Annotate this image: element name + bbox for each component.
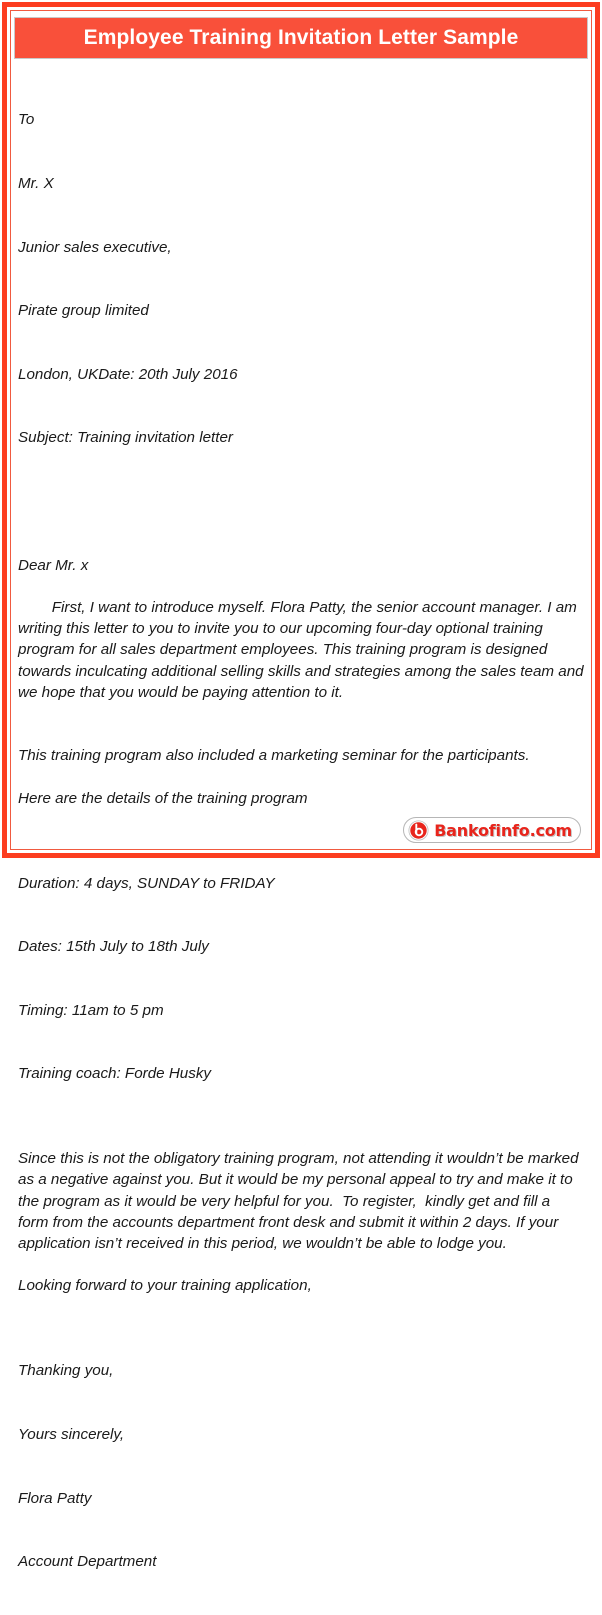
detail-item: Duration: 4 days, SUNDAY to FRIDAY [18, 874, 275, 892]
address-line: London, UKDate: 20th July 2016 [18, 365, 238, 383]
watermark-text: Bankofinfo.com [434, 820, 572, 840]
detail-item: Timing: 11am to 5 pm [18, 1001, 164, 1019]
signoff-line: Thanking you, [18, 1362, 114, 1380]
document-title-bar [14, 17, 588, 59]
document-content [11, 11, 591, 1571]
signoff-block [18, 1318, 584, 1615]
seminar-paragraph: This training program also included a marketing seminar for the participants. [18, 747, 530, 765]
b-circle-logo-icon [408, 820, 429, 841]
address-block [18, 67, 584, 491]
closing-line: Looking forward to your training application, [18, 1277, 312, 1295]
obligation-paragraph: Since this is not the obligatory training program, not attending it wouldn’t be marked as a negative against you. But it would be my personal appeal to try and make it to the program as it would be very helpful for you. To register, kindly get and fill a form from the accounts department front desk and submit it within 2 days. If your application isn’t received in this period, we wouldn’t be able to lodge you. [18, 1150, 583, 1253]
salutation-and-intro [18, 512, 588, 724]
page-title: Employee Training Invitation Letter Sample [83, 26, 519, 49]
address-line: Mr. X [18, 175, 54, 193]
signoff-line: Yours sincerely, [18, 1425, 125, 1443]
training-details-list [18, 830, 584, 1127]
address-line: Subject: Training invitation letter [18, 429, 233, 447]
detail-item: Dates: 15th July to 18th July [18, 938, 209, 956]
sender-name: Flora Patty [18, 1489, 92, 1507]
address-line: Junior sales executive, [18, 238, 172, 256]
watermark-logo [403, 817, 581, 843]
address-line: Pirate group limited [18, 302, 149, 320]
detail-item: Training coach: Forde Husky [18, 1065, 212, 1083]
intro-paragraph: First, I want to introduce myself. Flora Patty, the senior account manager. I am writing this letter to you to invite you to our upcoming four-day optional training program for all sales department employees. This training program is designed towards inculcating additional selling skills and strategies among the sales team and we hope that you would be paying attention to it. [18, 599, 588, 701]
address-line: To [18, 111, 35, 129]
sender-department: Account Department [18, 1553, 157, 1571]
salutation: Dear Mr. x [18, 556, 89, 574]
details-heading: Here are the details of the training program [18, 789, 308, 807]
